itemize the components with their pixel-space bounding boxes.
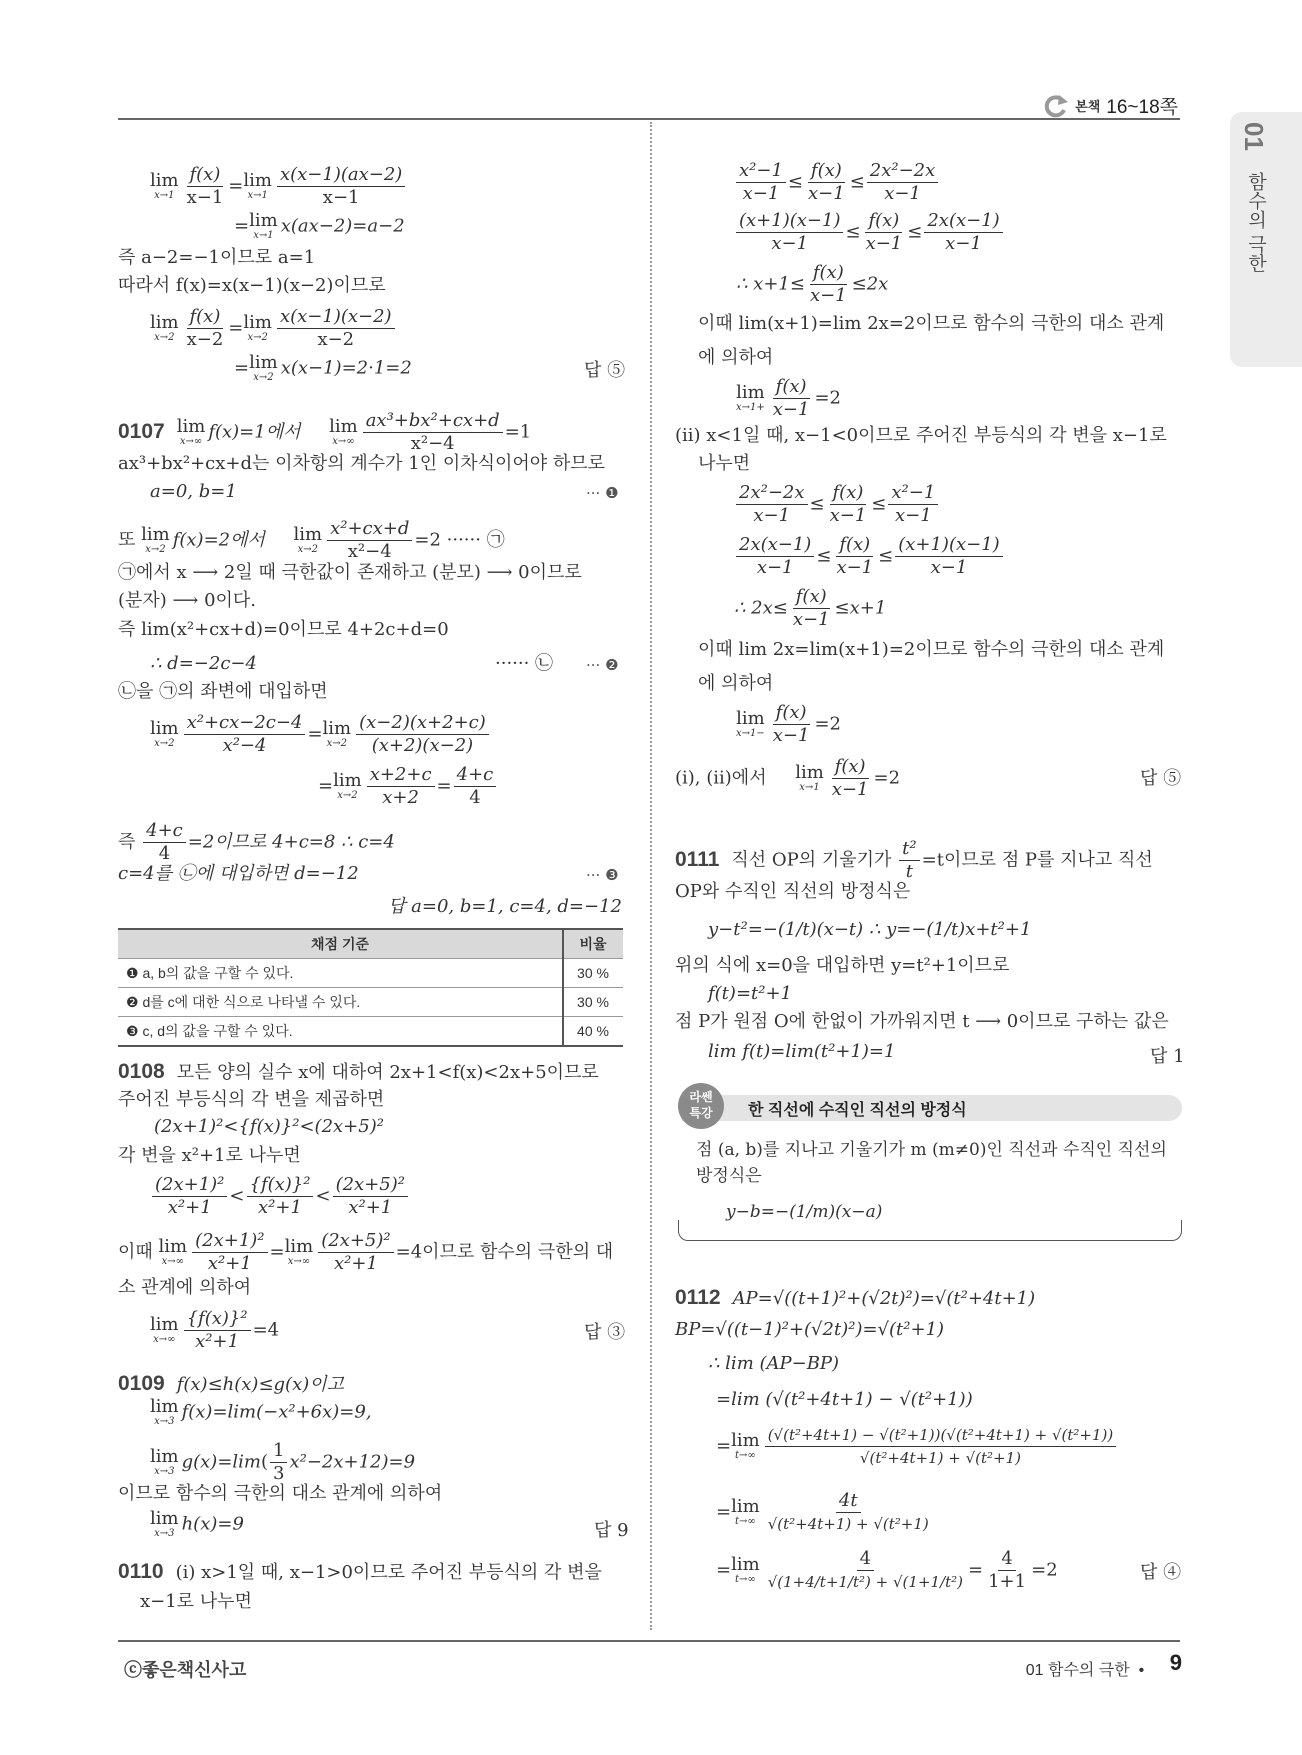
intro-line-4: 따라서 f(x)=x(x−1)(x−2)이므로 <box>118 275 386 296</box>
intro-answer: 답 ⑤ <box>584 360 626 381</box>
page-range: 16~18쪽 <box>1106 97 1178 118</box>
p0110-line-r5: 에 의하여 <box>698 347 774 368</box>
p0112-line-2: BP=√((t−1)²+(√2t)²)=√(t²+1) <box>675 1319 945 1340</box>
problem-number: 0111 <box>675 847 720 871</box>
tip-badge: 라쎈 특강 <box>678 1083 724 1129</box>
scoring-table <box>118 928 623 1047</box>
p0107-line-6: (분자) ⟶ 0이다. <box>118 590 257 611</box>
problem-number: 0109 <box>118 1372 165 1395</box>
p0110-ineq-2: $\frac{(x+1)(x-1)}{x-1}$ ≤ $\frac{f(x)}{x-1}$ ≤ $\frac{2x(x-1)}{x-1}$ <box>734 210 1005 255</box>
step-marker-1: ··· ❶ <box>586 484 619 502</box>
p0109-line-5: lim x→3 h(x)=9 <box>150 1508 244 1539</box>
tip-line-1: 점 (a, b)를 지나고 기울기가 m (m≠0)인 직선과 수직인 직선의 <box>696 1140 1167 1160</box>
p0112-answer: 답 ④ <box>1140 1562 1182 1583</box>
p0110-answer: 답 ⑤ <box>1140 768 1182 789</box>
p0107-line-3: a=0, b=1 <box>150 481 237 502</box>
intro-line-5: lim x→2 $\frac{f(x)}{x-2}$ = lim x→2 $\frac{x(x-1)(x-2)}{x-2}$ <box>150 306 397 351</box>
p0108-line-4: 각 변을 x²+1로 나누면 <box>118 1145 301 1166</box>
p0107-line-4: 또 lim x→2 f(x)=2에서 lim x→2 $\frac{\text{x²+cx+d}}{\text{x²−4}}$ =2 ······ ㉠ <box>118 518 505 562</box>
intro-line-1: lim x→1 $\frac{f(x)}{x-1}$ = lim x→1 $\frac{x(x-1)(ax-2)}{x-1}$ <box>150 164 407 209</box>
p0111-line-2: OP와 수직인 직선의 방정식은 <box>675 881 911 902</box>
p0110-line-r4: 이때 lim(x+1)=lim 2x=2이므로 함수의 극한의 대소 관계 <box>698 313 1165 334</box>
intro-line-6: = lim x→2 x(x−1)=2·1=2 <box>234 352 412 383</box>
p0112-line-4: =lim (√(t²+4t+1) − √(t²+1)) <box>716 1389 973 1410</box>
intro-line-2: = lim x→1 x(ax−2)=a−2 <box>234 210 405 241</box>
p0108-line-6: 이때 lim x→∞ $\frac{\text{(2x+1)²}}{\text{x²+1}}$ = lim x→∞ $\frac{\text{(2x+5)²}}{\text{x²+1}}$ =4이므로 함수의 극한의 대 <box>118 1230 614 1274</box>
p0107-line-7: 즉 lim(x²+cx+d)=0이므로 4+2c+d=0 <box>118 619 449 640</box>
p0110-line-2: x−1로 나누면 <box>140 1591 252 1612</box>
p0107-line-10: lim x→2 $\frac{\text{x²+cx−2c−4}}{\text{x²−4}}$ = lim x→2 $\frac{(x-2)(x+2+c)}{(x+2)(x-2)}$ <box>150 712 491 757</box>
tip-line-3: y−b=−(1/m)(x−a) <box>726 1202 883 1222</box>
chapter-title: 함수의 극한 <box>1245 172 1266 273</box>
step-marker-3: ··· ❸ <box>586 866 619 884</box>
p0111-line-7: lim f(t)=lim(t²+1)=1 <box>708 1041 896 1062</box>
p0112-line-3: ∴ lim (AP−BP) <box>708 1353 840 1374</box>
p0108-line-1: 0108 모든 양의 실수 x에 대하여 2x+1<f(x)<2x+5이므로 <box>118 1060 599 1083</box>
page-number: 9 <box>1169 1650 1182 1675</box>
p0109-line-4: 이므로 함수의 극한의 대소 관계에 의하여 <box>118 1483 443 1504</box>
p0110-conclusion: (i), (ii)에서 lim x→1 $\frac{f(x)}{x-1}$ =2 <box>675 756 901 800</box>
p0110-ineq-3: ∴ x+1≤ $\frac{f(x)}{x-1}$ ≤2x <box>736 262 889 306</box>
footer-chapter: 01 함수의 극한 • <box>1025 1662 1145 1679</box>
equation-tag: ······ ㉡ <box>495 653 554 674</box>
p0107-answer: 답 a=0, b=1, c=4, d=−12 <box>388 896 622 917</box>
p0111-answer: 답 1 <box>1150 1046 1185 1067</box>
tip-title: 한 직선에 수직인 직선의 방정식 <box>748 1102 967 1119</box>
p0107-line-12: 즉 $\frac{4+c}{4}$ =2이므로 4+c=8 ∴ c=4 <box>118 820 395 864</box>
page-reference <box>1043 92 1178 119</box>
tip-bracket <box>678 1220 1182 1241</box>
p0108-answer: 답 ③ <box>584 1322 626 1343</box>
p0110-limit-left: lim x→1− $\frac{f(x)}{x-1}$ =2 <box>736 702 841 746</box>
p0111-line-3: y−t²=−(1/t)(x−t) ∴ y=−(1/t)x+t²+1 <box>708 919 1032 940</box>
p0109-answer: 답 9 <box>594 1520 629 1541</box>
p0107-line-9: ㉡을 ㉠의 좌변에 대입하면 <box>118 681 328 702</box>
p0107-line-8: ∴ d=−2c−4 <box>150 653 257 674</box>
table-header: 비율 <box>563 929 623 959</box>
table-cell: 40 % <box>563 1017 623 1047</box>
p0112-line-1: 0112 AP=√((t+1)²+(√2t)²)=√(t²+4t+1) <box>675 1286 1036 1309</box>
p0110-line-1: 0110 (i) x>1일 때, x−1>0이므로 주어진 부등식의 각 변을 <box>118 1560 602 1583</box>
table-cell: ❸ c, d의 값을 구할 수 있다. <box>118 1017 563 1047</box>
p0110-line-r8: 나누면 <box>698 453 751 474</box>
p0107-line-2: ax³+bx²+cx+d는 이차항의 계수가 1인 이차식이어야 하므로 <box>118 453 606 474</box>
p0107-line-5: ㉠에서 x ⟶ 2일 때 극한값이 존재하고 (분모) ⟶ 0이므로 <box>118 562 582 583</box>
p0110-line-r7: (ii) x<1일 때, x−1<0이므로 주어진 부등식의 각 변을 x−1로 <box>675 425 1167 446</box>
problem-number: 0108 <box>118 1060 165 1083</box>
p0110-ineq-6: ∴ 2x≤ $\frac{f(x)}{x-1}$ ≤x+1 <box>734 586 887 630</box>
problem-number: 0107 <box>118 419 165 443</box>
table-header: 채점 기준 <box>118 929 563 959</box>
table-header-row <box>118 929 623 959</box>
p0108-line-5: $\frac{\text{(2x+1)²}}{\text{x²+1}}$ < $\frac{\text{\{f(x)\}²}}{\text{x²+1}}$ < $\frac{\text{(2x+5)²}}{\text{x²+1}}$ <box>150 1174 410 1219</box>
p0111-line-1: 0111 직선 OP의 기울기가 $\frac{\text{t²}}{t}$ =t이므로 점 P를 지나고 직선 <box>675 838 1153 882</box>
chapter-number: 01 <box>1239 122 1269 151</box>
p0111-line-6: 점 P가 원점 O에 한없이 가까워지면 t ⟶ 0이므로 구하는 값은 <box>675 1011 1169 1032</box>
p0109-line-1: 0109 f(x)≤h(x)≤g(x)이고 <box>118 1372 345 1395</box>
table-row <box>118 1017 623 1047</box>
p0108-line-2: 주어진 부등식의 각 변을 제곱하면 <box>118 1089 385 1110</box>
book-label: 본책 <box>1075 99 1101 114</box>
table-row <box>118 959 623 988</box>
refresh-arrow-icon <box>1043 93 1069 119</box>
problem-number: 0112 <box>675 1286 721 1309</box>
p0107-line-11: = lim x→2 $\frac{x+2+c}{x+2}$ = $\frac{4+c}{4}$ <box>318 764 498 809</box>
p0107-line-1: 0107 lim x→∞ f(x)=1에서 lim x→∞ $\frac{\text{ax³+bx²+cx+d}}{\text{x²−4}}$ =1 <box>118 410 532 454</box>
table-row <box>118 988 623 1017</box>
p0110-ineq-4: $\frac{\text{2x²−2x}}{x-1}$ ≤ $\frac{f(x)}{x-1}$ ≤ $\frac{\text{x²−1}}{x-1}$ <box>734 482 940 527</box>
p0111-line-5: f(t)=t²+1 <box>708 983 793 1004</box>
step-marker-2: ··· ❷ <box>586 656 619 674</box>
publisher-logo: ⓒ좋은책신사고 <box>124 1660 247 1680</box>
table-cell: 30 % <box>563 988 623 1017</box>
p0111-line-4: 위의 식에 x=0을 대입하면 y=t²+1이므로 <box>675 955 1010 976</box>
p0112-line-7: = lim t→∞ $\frac{4}{\text{√(1+4/t+1/t²) + √(1+1/t²)}}$ = $\frac{4}{1+1}$ =2 <box>716 1548 1058 1592</box>
table-cell: ❷ d를 c에 대한 식으로 나타낼 수 있다. <box>118 988 563 1017</box>
bottom-rule <box>118 1640 1180 1642</box>
column-divider <box>650 122 652 1630</box>
problem-number: 0110 <box>118 1560 164 1583</box>
p0110-line-r13: 에 의하여 <box>698 673 774 694</box>
p0110-line-r12: 이때 lim 2x=lim(x+1)=2이므로 함수의 극한의 대소 관계 <box>698 639 1165 660</box>
intro-line-3: 즉 a−2=−1이므로 a=1 <box>118 247 316 268</box>
p0108-line-8: lim x→∞ $\frac{\text{\{f(x)\}²}}{\text{x²+1}}$ =4 <box>150 1308 280 1352</box>
table-cell: 30 % <box>563 959 623 988</box>
p0108-line-3: (2x+1)²<{f(x)}²<(2x+5)² <box>154 1116 384 1137</box>
p0112-line-6: = lim t→∞ $\frac{4t}{\text{√(t²+4t+1) + √(t²+1)}}$ <box>716 1490 929 1533</box>
top-rule <box>118 118 1180 120</box>
p0110-limit-right: lim x→1+ $\frac{f(x)}{x-1}$ =2 <box>736 376 841 420</box>
p0108-line-7: 소 관계에 의하여 <box>118 1277 252 1298</box>
p0110-ineq-1: $\frac{\text{x²−1}}{x-1}$ ≤ $\frac{f(x)}{x-1}$ ≤ $\frac{\text{2x²−2x}}{x-1}$ <box>734 160 940 205</box>
p0112-line-5: = lim t→∞ $\frac{\text{(√(t²+4t+1) − √(t²+1))(√(t²+4t+1) + √(t²+1))}}{\text{√(t²+4t+1) + √(t²+1)}}$ <box>716 1424 1118 1469</box>
p0109-line-3: lim x→3 g(x)=lim( $\frac{1}{3}$ x²−2x+12)=9 <box>150 1440 416 1484</box>
p0109-line-2: lim x→3 f(x)=lim(−x²+6x)=9, <box>150 1396 372 1427</box>
p0110-ineq-5: $\frac{2x(x-1)}{x-1}$ ≤ $\frac{f(x)}{x-1}$ ≤ $\frac{(x+1)(x-1)}{x-1}$ <box>734 534 1005 579</box>
p0107-line-13: c=4를 ㉡에 대입하면 d=−12 <box>118 863 359 884</box>
tip-line-2: 방정식은 <box>696 1166 762 1186</box>
table-cell: ❶ a, b의 값을 구할 수 있다. <box>118 959 563 988</box>
